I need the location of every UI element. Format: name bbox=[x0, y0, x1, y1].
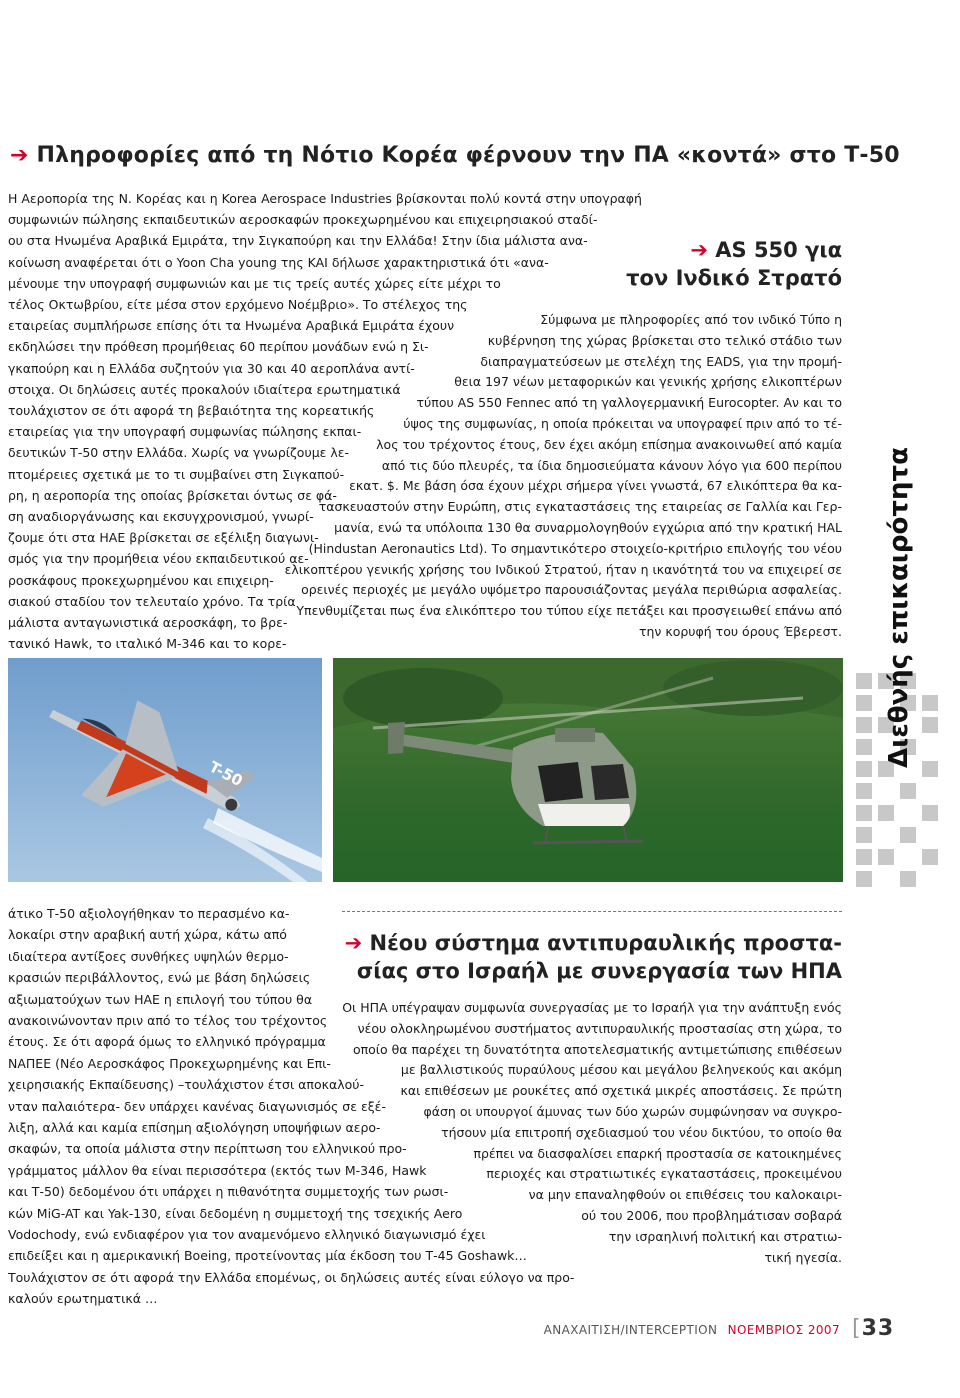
text-line: ΝΑΠΕΕ (Νέο Αεροσκάφος Προκεχωρημένης και Επι- bbox=[8, 1055, 331, 1071]
text-line: κών MiG-AT και Yak-130, είναι δεδομένη η συμμετοχή της τσεχικής Aero bbox=[8, 1205, 463, 1221]
text-line: πρέπει να διασφαλίσει επαρκή προστασία σε κατοικημένες bbox=[473, 1145, 842, 1161]
text-line: ρη, η αεροπορία της οποίας βρίσκεται όντως σε φά- bbox=[8, 487, 337, 503]
text-line: Η Αεροπορία της Ν. Κορέας και η Korea Aerospace Industries βρίσκονται πολύ κοντά στην υπογραφή bbox=[8, 191, 642, 206]
footer bbox=[544, 1323, 840, 1337]
text-line: ιδιαίτερα αντίξοες συνθήκες υψηλών θερμο- bbox=[8, 948, 289, 964]
text-line: κρασιών περιβάλλοντος, ενώ με βάση δηλώσεις bbox=[8, 970, 311, 986]
text-line: Σύμφωνα με πληροφορίες από τον ινδικό Τύπο η bbox=[540, 312, 842, 327]
text-line: πτομέρειες σχετικά με το τι συμβαίνει στη Σιγκαπού- bbox=[8, 466, 345, 482]
text-line: Τουλάχιστον σε ότι αφορά την Ελλάδα επομένως, οι δηλώσεις αυτές είναι εύλογο να προ- bbox=[8, 1269, 575, 1285]
arrow-icon: ➔ bbox=[690, 238, 708, 262]
magazine-name: ΑΝΑΧΑΙΤΙΣΗ/INTERCEPTION bbox=[543, 1323, 718, 1337]
text-line: εκατ. $. Με βάση όσα έχουν μέχρι σήμερα γίνει γνωστά, 67 ελικόπτερα θα κα- bbox=[349, 478, 842, 494]
text-line: ου στα Ηνωμένα Αραβικά Εμιράτα, την Σιγκαπούρη και την Ελλάδα! Στην ίδια μάλιστα ανα- bbox=[8, 233, 588, 249]
text-line: κοίνωση αναφέρεται ότι ο Yoon Cha young της KAI δήλωσε χαρακτηριστικά ότι «ανα- bbox=[8, 254, 549, 270]
helicopter-image bbox=[333, 658, 843, 882]
text-line: ύψος της συμφωνίας, η οποία πρόκειται να υπογραφεί πριν από το τέ- bbox=[403, 416, 842, 431]
text-line: και επιθέσεων με ρουκέτες από σχετικά μικρές αποστάσεις. Σε πρώτη bbox=[400, 1083, 842, 1099]
text-line: με βαλλιστικούς πυραύλους μέσου και μεγάλου βεληνεκούς και ακόμη bbox=[400, 1062, 842, 1078]
text-line: μένουμε την υπογραφή συμφωνιών και με τις τρείς αυτές χώρες είτε μέχρι το bbox=[8, 275, 501, 291]
text-line: καλούν ερωτηματικά … bbox=[8, 1291, 158, 1307]
text-line: στοιχα. Οι δηλώσεις αυτές προκαλούν ιδιαίτερα ερωτηματικά bbox=[8, 381, 401, 397]
page-number-value: 33 bbox=[861, 1316, 895, 1341]
text-line: γράμματος μάλλον θα είναι περισσότερα (εκτός των Μ-346, Hawk bbox=[8, 1162, 427, 1178]
text-line: άτικο Τ-50 αξιολογήθηκαν το περασμένο κα- bbox=[8, 906, 290, 921]
section-tag-label: Διεθνής επικαιρότητα bbox=[884, 447, 914, 768]
text-line: την ισραηλινή πολιτική και στρατιω- bbox=[608, 1228, 842, 1244]
text-line: Υπενθυμίζεται πως ένα ελικόπτερο του τύπου είχε πετάξει και προσγειωθεί επάνω από bbox=[296, 603, 842, 619]
text-line: οποίο θα παρέχει τη δυνατότητα αποτελεσματικής αντιμετώπισης επιθέσεων bbox=[352, 1041, 842, 1057]
text-line: σμός για την προμήθεια νέου εκπαιδευτικού αε- bbox=[8, 551, 309, 567]
text-line: ού του 2006, που προβλημάτισαν σοβαρά bbox=[581, 1208, 842, 1223]
text-line: νέου ολοκληρωμένου συστήματος αντιπυραυλικής προστασίας στη χώρα, το bbox=[357, 1020, 842, 1036]
text-line: διαπραγματεύσεων με στελέχη της EADS, για την προμή- bbox=[480, 353, 842, 369]
text-line: να μην επαναληφθούν οι επιθέσεις του καλοκαιρι- bbox=[528, 1187, 842, 1203]
arrow-icon: ➔ bbox=[10, 143, 29, 168]
text-line: τέλος Οκτωβρίου, είτε μέσα στον ερχόμενο Νοέμβριο». Το στέλεχος της bbox=[8, 297, 468, 312]
text-line: τασκευαστούν στην Ευρώπη, στις εγκαταστάσεις της εταιρείας σε Γαλλία και Γερ- bbox=[318, 499, 842, 515]
text-line: (Hindustan Aeronautics Ltd). Το σημαντικότερο στοιχείο-κριτήριο επιλογής του νέου bbox=[308, 540, 842, 556]
text-line: φάση οι υπουργοί άμυνας των δύο χωρών συμφώνησαν να συγκρο- bbox=[423, 1104, 842, 1119]
text-line: εκδηλώσει την πρόθεση προμήθειας 60 περίπου μονάδων ενώ η Σι- bbox=[8, 339, 429, 355]
t50-jet-image bbox=[8, 658, 322, 882]
text-line: τανικό Hawk, το ιταλικό Μ-346 και το κορε- bbox=[8, 636, 287, 652]
text-line: λιξη, αλλά και καμία επίσημη αξιολόγηση υποψήφιων αερο- bbox=[8, 1120, 381, 1135]
text-line: λοκαίρι στην αραβική αυτή χώρα, κάτω από bbox=[8, 927, 287, 943]
as550-helicopter-photo bbox=[333, 658, 843, 882]
text-line: ση αναδιοργάνωσης και εκσυγχρονισμού, γνωρί- bbox=[8, 509, 314, 524]
text-line: συμφωνιών πώλησης εκπαιδευτικών αεροσκαφών προκεχωρημένου και επιχειρησιακού σταδί- bbox=[8, 212, 598, 228]
article3-title bbox=[345, 929, 842, 985]
arrow-icon: ➔ bbox=[344, 931, 363, 955]
issue-date: ΝΟΕΜΒΡΙΟΣ 2007 bbox=[727, 1323, 840, 1337]
text-line: Οι ΗΠΑ υπέγραψαν συμφωνία συνεργασίας με το Ισραήλ για την ανάπτυξη ενός bbox=[342, 1000, 842, 1015]
text-line: ορεινές περιοχές με μεγάλο υψόμετρο παρουσιάζοντας μεγάλα περιθώρια ασφαλείας. bbox=[301, 582, 842, 598]
text-line: σιακού σταδίου τον τελευταίο χρόνο. Τα τρία bbox=[8, 593, 296, 609]
article1-title: Πληροφορίες από τη Νότιο Κορέα φέρνουν την ΠΑ «κοντά» στο Τ-50 bbox=[36, 143, 900, 168]
text-line: περιοχές και στρατιωτικές εγκαταστάσεις, προκειμένου bbox=[486, 1166, 842, 1182]
text-line: τουλάχιστον σε ότι αφορά τη βεβαιότητα της κορεατικής bbox=[8, 403, 375, 418]
text-line: λος του τρέχοντος έτους, δεν έχει ακόμη επίσημα ανακοινωθεί από καμία bbox=[376, 436, 842, 452]
page-number: [33 bbox=[852, 1316, 895, 1341]
text-line: τική ηγεσία. bbox=[764, 1249, 842, 1265]
article2-title-line: AS 550 για bbox=[715, 238, 842, 262]
text-line: τήσουν μία επιτροπή σχεδιασμού του νέου δικτύου, το οποίο θα bbox=[441, 1124, 842, 1140]
text-line: την κορυφή του όρους Έβερεστ. bbox=[638, 624, 842, 639]
text-line: σκαφών, τα οποία μάλιστα στην περίπτωση του ελληνικού προ- bbox=[8, 1141, 407, 1157]
text-line: ροσκάφους προκεχωρημένου και επιχειρη- bbox=[8, 572, 274, 588]
article3-title-line: σίας στο Ισραήλ με συνεργασία των ΗΠΑ bbox=[356, 959, 842, 983]
text-line: γκαπούρη και η Ελλάδα συζητούν για 30 και 40 αεροπλάνα αντί- bbox=[8, 360, 415, 376]
text-line: δευτικών Τ-50 στην Ελλάδα. Χωρίς να γνωρίζουμε λε- bbox=[8, 445, 350, 461]
text-line: τύπου AS 550 Fennec από τη γαλλογερμανική Eurocopter. Αν και το bbox=[416, 395, 842, 411]
text-line: μανία, ενώ τα υπόλοιπα 130 θα συναρμολογηθούν εγχώρια από την κρατική HAL bbox=[334, 520, 842, 535]
article1-title-row bbox=[10, 143, 900, 168]
t50-jet-photo bbox=[8, 658, 322, 882]
text-line: έτους. Σε ότι αφορά όμως το ελληνικό πρόγραμμα bbox=[8, 1034, 326, 1050]
text-line: κυβέρνηση της χώρας βρίσκεται στο τελικό στάδιο των bbox=[487, 332, 842, 348]
text-line: ανακοινώνονταν πριν από το τέλος του τρέχοντος bbox=[8, 1013, 328, 1028]
article2-title-line: τον Ινδικό Στρατό bbox=[626, 266, 842, 290]
text-line: εταιρείας συμπλήρωσε επίσης ότι τα Ηνωμένα Αραβικά Εμιράτα έχουν bbox=[8, 318, 455, 334]
text-line: από τις δύο πλευρές, τα ίδια δημοσιεύματα κάνουν λόγο για 600 περίπου bbox=[381, 457, 842, 473]
section-tag bbox=[846, 447, 960, 888]
jet-tail-marking: T-50 bbox=[206, 757, 246, 791]
article3-title-line: Νέου σύστημα αντιπυραυλικής προστα- bbox=[369, 931, 842, 955]
article2-title bbox=[626, 236, 842, 292]
text-line: Vodochody, ενώ ενδιαφέρον για τον αναμενόμενο ελληνικό διαγωνισμό έχει bbox=[8, 1227, 486, 1242]
text-line: ελικοπτέρου γενικής χρήσης του Ινδικού Στρατού, ήταν η ικανότητά του να επιχειρεί σε bbox=[284, 561, 842, 577]
text-line: νταν παλαιότερα- δεν υπάρχει κανένας διαγωνισμός σε εξέ- bbox=[8, 1098, 386, 1114]
text-line: και Τ-50) δεδομένου ότι υπάρχει η πιθανότητα συμμετοχής των ρωσι- bbox=[8, 1184, 449, 1200]
divider bbox=[342, 911, 842, 912]
text-line: ζουμε ότι στα ΗΑΕ βρίσκεται σε εξέλιξη διαγωνι- bbox=[8, 530, 319, 546]
text-line: εταιρείας για την υπογραφή συμφωνίας πώλησης εκπαι- bbox=[8, 424, 362, 440]
text-line: μάλιστα ανταγωνιστικά αεροσκάφη, το βρε- bbox=[8, 615, 288, 630]
text-line: επιδείξει και η αμερικανική Boeing, προτείνοντας μία έκδοση του Τ-45 Goshawk… bbox=[8, 1248, 527, 1264]
text-line: θεια 197 νέων μεταφορικών και γενικής χρήσης ελικοπτέρων bbox=[454, 374, 842, 390]
text-line: αξιωματούχων των ΗΑΕ η επιλογή του τύπου θα bbox=[8, 991, 313, 1007]
text-line: χειρησιακής Εκπαίδευσης) –τουλάχιστον έτσι αποκαλού- bbox=[8, 1077, 364, 1093]
